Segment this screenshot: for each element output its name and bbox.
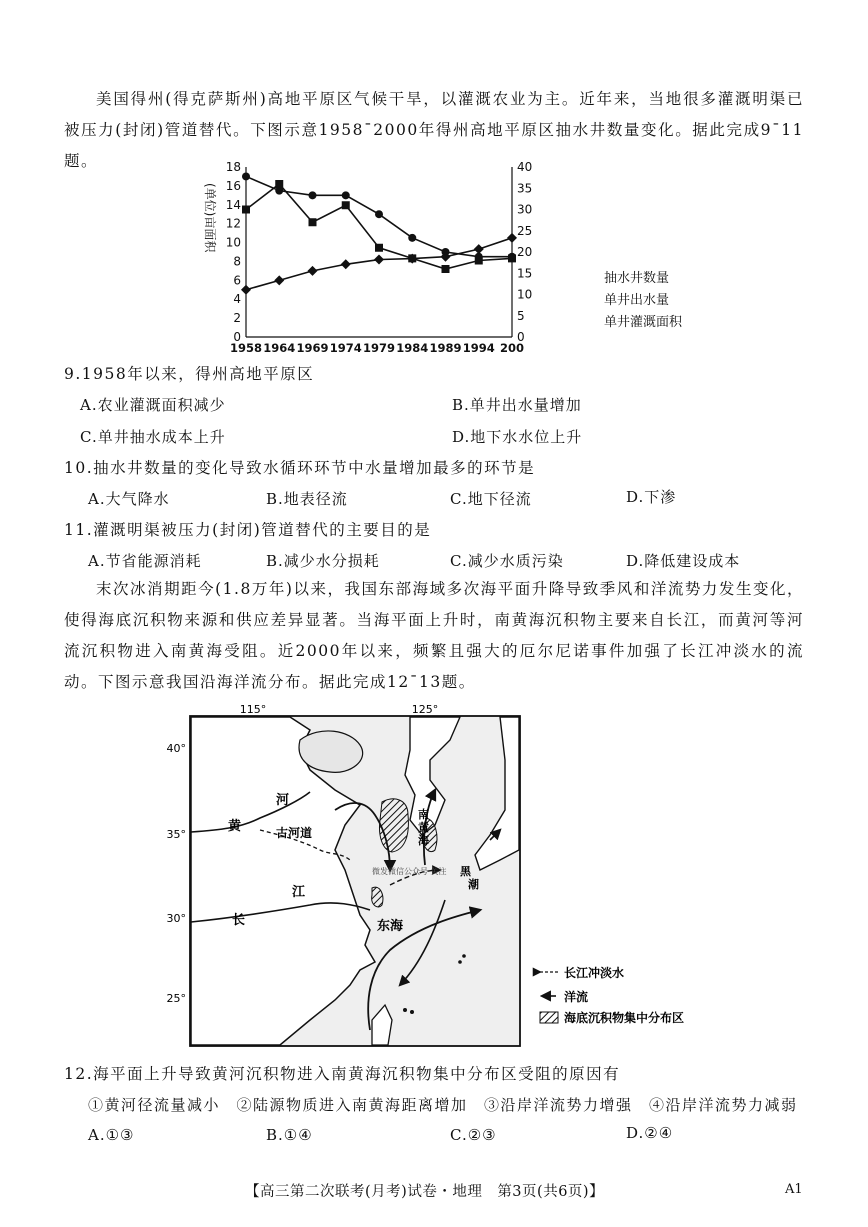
x-tick-label: 1979 [362,341,396,355]
q10-option-c[interactable]: C.地下径流 [450,490,532,508]
label-chang: 长 [232,913,246,928]
q12-statements: ①黄河径流量减小 ②陆源物质进入南黄海距离增加 ③沿岸洋流势力增强 ④沿岸洋流势力减弱 [88,1096,798,1114]
data-point-circle [408,234,416,242]
right-tick-label: 0 [517,330,525,344]
q10-option-d[interactable]: D.下渗 [626,488,677,506]
data-point-circle [242,172,250,180]
right-tick-label: 25 [517,223,533,238]
data-point-diamond [241,285,251,295]
left-axis-label: (单位)亩面积 [203,183,217,253]
label-jiang: 江 [292,885,306,900]
data-point-diamond [341,259,351,269]
map-legend [540,965,684,1025]
question-10-stem: 10.抽水井数量的变化导致水循环环节中水量增加最多的环节是 [64,459,536,477]
right-tick-label: 40 [517,160,533,174]
lat-label-30: 30° [166,912,186,925]
q11-option-b[interactable]: B.减少水分损耗 [266,552,380,570]
left-tick-label: 4 [233,292,241,307]
data-point-square [508,254,516,262]
right-tick-label: 30 [517,202,533,217]
left-tick-label: 2 [233,311,241,326]
legend-single-well-area: 单井灌溉面积 [604,315,683,330]
data-point-diamond [274,275,284,285]
legend-ocean-current: 洋流 [564,990,589,1004]
paper-code: A1 [785,1182,803,1197]
label-hei: 黑 [460,865,471,878]
lon-label-115: 115° [239,703,267,716]
right-tick-label: 10 [517,287,533,302]
data-point-diamond [374,255,384,265]
q9-option-c[interactable]: C.单井抽水成本上升 [80,428,226,446]
label-hai: 海 [418,834,429,847]
data-point-square [342,201,350,209]
data-point-square [309,218,317,226]
q11-option-a[interactable]: A.节省能源消耗 [88,552,202,570]
data-point-diamond [474,244,484,254]
lat-label-40: 40° [166,742,186,755]
left-tick-label: 6 [233,273,241,288]
label-he: 河 [276,793,290,808]
q11-option-c[interactable]: C.减少水质污染 [450,552,564,570]
left-tick-label: 12 [225,216,241,231]
question-12-stem: 12.海平面上升导致黄河沉积物进入南黄海沉积物集中分布区受阻的原因有 [64,1065,621,1083]
label-old-channel: 古河道 [276,826,313,840]
watermark-text: 微发微信公众号 关注 [372,867,447,876]
q9-option-b[interactable]: B.单井出水量增加 [452,396,582,414]
data-point-square [242,206,250,214]
right-tick-label: 20 [517,245,533,259]
data-point-square [442,265,450,273]
q10-option-a[interactable]: A.大气降水 [88,490,170,508]
q9-option-d[interactable]: D.地下水水位上升 [452,428,583,446]
x-tick-label: 1964 [263,341,296,355]
left-tick-label: 14 [225,197,241,212]
x-tick-label: 1958 [229,341,263,355]
label-huang-sea: 黄 [418,821,429,834]
label-nan: 南 [418,808,429,821]
left-tick-label: 16 [225,178,241,193]
intro-paragraph-2: 末次冰消期距今(1.8万年)以来，我国东部海域多次海平面升降导致季风和洋流势力发生变化，使得海底沉积物来源和供应差异显著。当海平面上升时，南黄海沉积物主要来自长江，而黄河等河流沉积物进入南黄海受阻。近2000年以来，频繁且强大的厄尔尼诺事件加强了长江冲淡水的流动。下图示意我国沿海洋流分布。据此完成12¯13题。 [64,580,804,691]
lat-label-25: 25° [166,992,186,1005]
left-tick-label: 10 [225,235,241,250]
data-point-diamond [507,233,517,243]
data-point-circle [375,210,383,218]
right-tick-label: 15 [517,266,533,281]
question-11-stem: 11.灌溉明渠被压力(封闭)管道替代的主要目的是 [64,521,432,539]
left-tick-label: 8 [233,254,241,269]
x-tick-label: 1984 [396,341,429,355]
lat-label-35: 35° [166,828,186,841]
q9-option-a[interactable]: A.农业灌溉面积减少 [80,396,226,414]
legend-single-well-output: 单井出水量 [604,293,670,308]
left-tick-label: 18 [225,160,241,174]
data-point-square [475,257,483,265]
legend-sediment-area: 海底沉积物集中分布区 [564,1011,685,1025]
q12-option-d[interactable]: D.②④ [626,1124,674,1142]
legend-well-count: 抽水井数量 [604,271,670,286]
right-tick-label: 35 [517,181,533,196]
coastal-current-map [160,700,720,1055]
label-huang: 黄 [228,819,242,834]
label-east-china-sea: 东海 [377,919,404,934]
data-point-circle [309,191,317,199]
q12-option-c[interactable]: C.②③ [450,1126,497,1144]
chart-legend [604,268,682,334]
x-tick-label: 200 [499,341,525,355]
data-point-square [275,180,283,188]
lon-label-125: 125° [411,703,439,716]
data-point-square [375,244,383,252]
left-tick-label: 0 [233,330,241,344]
x-tick-label: 1989 [429,341,462,355]
x-tick-label: 1969 [296,341,329,355]
label-chao: 潮 [468,878,479,891]
q12-option-b[interactable]: B.①④ [266,1126,313,1144]
x-tick-label: 1974 [329,341,362,355]
q10-option-b[interactable]: B.地表径流 [266,490,348,508]
q12-option-a[interactable]: A.①③ [88,1126,135,1144]
south-yellow-sea-sediment [380,799,409,852]
right-tick-label: 5 [517,308,525,323]
x-tick-label: 1994 [462,341,495,355]
data-point-diamond [308,266,318,276]
intro-paragraph-1: 美国得州(得克萨斯州)高地平原区气候干旱，以灌溉农业为主。近年来，当地很多灌溉明渠已被压力(封闭)管道替代。下图示意1958¯2000年得州高地平原区抽水井数量变化。据此完成9¯11题。 [64,90,804,170]
question-9-stem: 9.1958年以来，得州高地平原区 [64,365,315,383]
q11-option-d[interactable]: D.降低建设成本 [626,552,741,570]
data-point-circle [342,191,350,199]
legend-yangtze-diluted: 长江冲淡水 [564,966,625,980]
page-footer: 【高三第二次联考(月考)试卷・地理 第3页(共6页)】 [245,1184,605,1200]
well-count-line-chart [180,155,540,355]
